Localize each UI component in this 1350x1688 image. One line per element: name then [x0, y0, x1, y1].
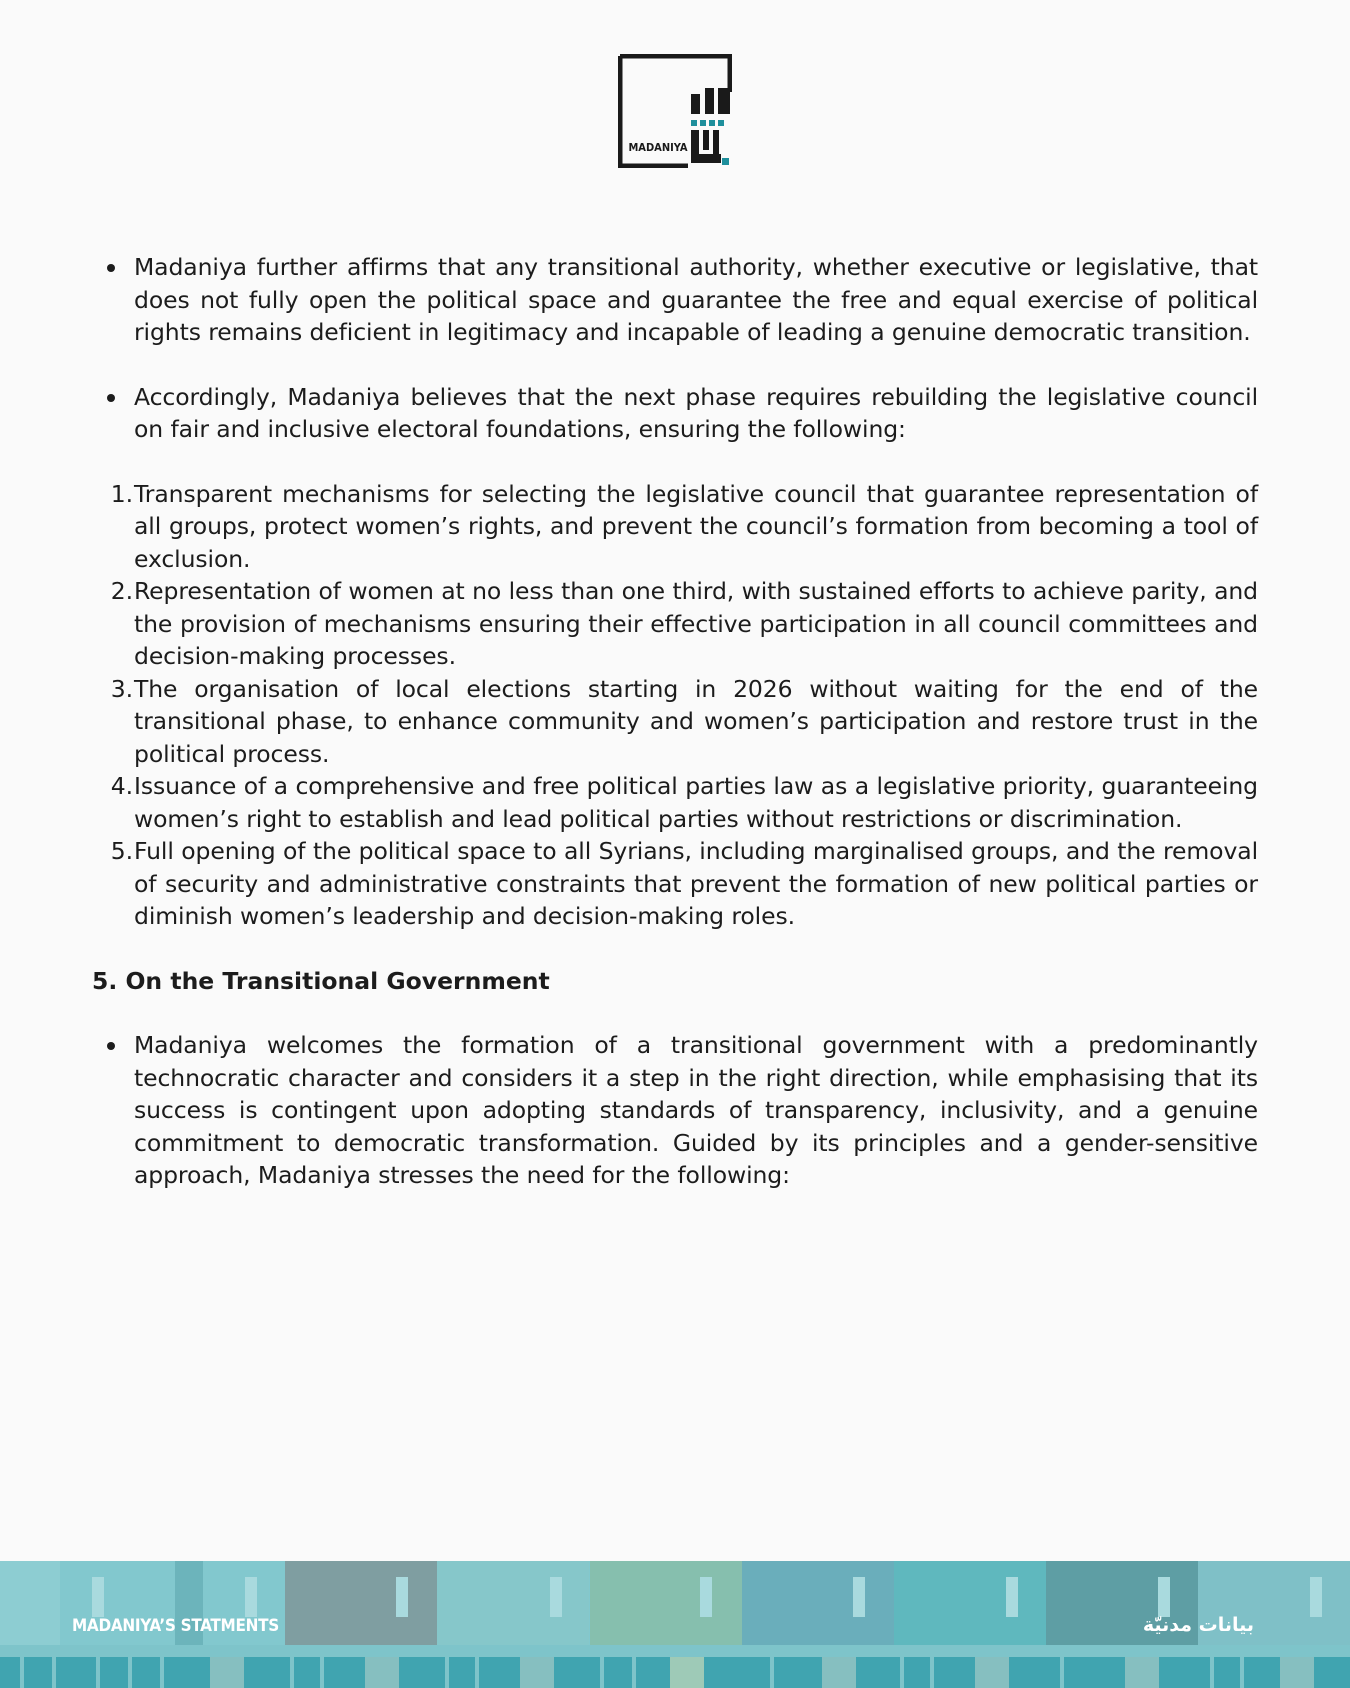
item-number: 4.: [110, 772, 133, 800]
numbered-item: [92, 478, 1258, 576]
bullet-list-a: [92, 251, 1258, 446]
item-number: 1.: [110, 479, 133, 508]
madaniya-logo-icon: [618, 54, 732, 168]
logo-text: MADANIYA: [628, 141, 688, 154]
item-number: 2.: [110, 577, 133, 605]
item-text: Representation of women at no less than one third, with sustained efforts to achieve parity, and the provision of mechanisms ensuring their effective participation in all council committees and decision-making processes.: [134, 577, 1258, 670]
section-heading: 5. On the Transitional Government: [92, 966, 550, 995]
numbered-item: [92, 575, 1258, 673]
numbered-item: [92, 673, 1258, 771]
item-text: Issuance of a comprehensive and free political parties law as a legislative priority, guaranteeing women’s right to establish and lead political parties without restrictions or discrimination.: [134, 772, 1258, 833]
numbered-list: [92, 478, 1258, 933]
item-text: Transparent mechanisms for selecting the legislative council that guarantee representation of all groups, protect women’s rights, and prevent the council’s formation from becoming a tool of exclusion.: [134, 479, 1258, 573]
item-text: The organisation of local elections starting in 2026 without waiting for the end of the transitional phase, to enhance community and women’s participation and restore trust in the political process.: [134, 674, 1258, 768]
bullet-item: Madaniya further affirms that any transitional authority, whether executive or legislative, that does not fully open the political space and guarantee the free and equal exercise of political rights remains deficient in legitimacy and incapable of leading a genuine democratic transition.: [92, 251, 1258, 349]
item-text: Full opening of the political space to all Syrians, including marginalised groups, and the removal of security and administrative constraints that prevent the formation of new political parties or diminish women’s leadership and decision-making roles.: [134, 837, 1258, 930]
bullet-item: Madaniya welcomes the formation of a transitional government with a predominantly technocratic character and considers it a step in the right direction, while emphasising that its success is contingent upon adopting standards of transparency, inclusivity, and a genuine commitment to democratic transformation. Guided by its principles and a gender-sensitive approach, Madaniya stresses the need for the following:: [92, 1029, 1258, 1192]
item-number: 5.: [110, 837, 133, 865]
bullet-list-b: [92, 1029, 1258, 1192]
item-number: 3.: [110, 674, 133, 703]
numbered-item: [92, 770, 1258, 835]
footer-band: [0, 1561, 1350, 1688]
footer-left-label: MADANIYA’S STATMENTS: [72, 1616, 279, 1636]
footer-right-label: بيانات مدنيّة: [1142, 1614, 1254, 1636]
numbered-item: [92, 835, 1258, 933]
bullet-item: Accordingly, Madaniya believes that the next phase requires rebuilding the legislative council on fair and inclusive electoral foundations, ensuring the following:: [92, 381, 1258, 446]
statement-body: [92, 251, 1258, 1192]
